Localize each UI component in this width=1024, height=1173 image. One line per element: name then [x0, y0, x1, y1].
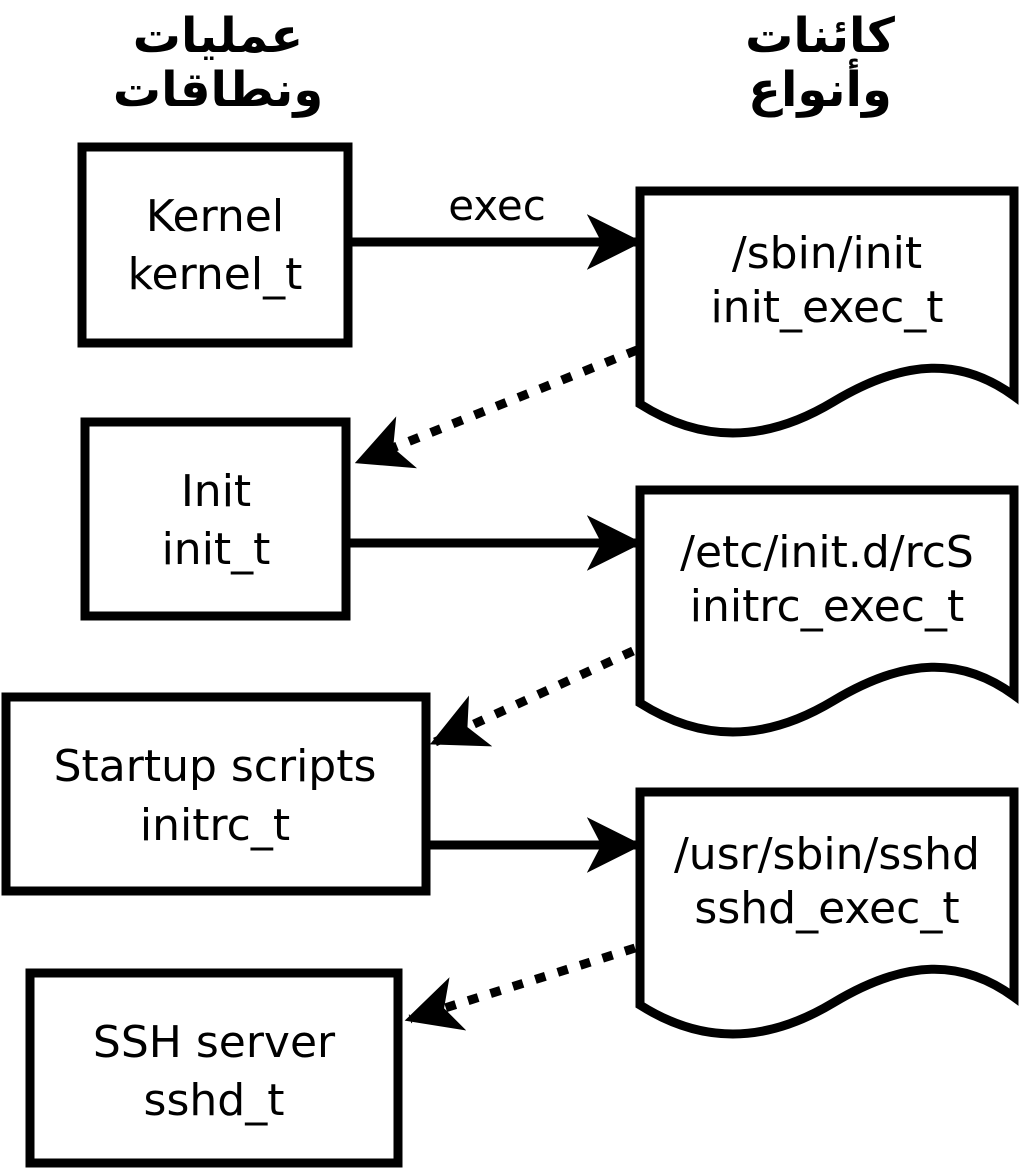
init-domain-label: init_t [161, 524, 271, 575]
ssh-server-process-label: SSH server [92, 1017, 336, 1068]
kernel-process-box [82, 147, 348, 343]
rcs-path-label: /etc/init.d/rcS [680, 527, 974, 578]
sbin-init-type-label: init_exec_t [710, 282, 944, 333]
ssh-server-domain-label: sshd_t [143, 1075, 285, 1126]
sshd-type-label: sshd_exec_t [694, 883, 960, 934]
transition-arrow-rcs-to-startup-scripts [435, 651, 633, 742]
ssh-server-process-box [30, 973, 398, 1163]
startup-scripts-process-label: Startup scripts [53, 741, 377, 792]
startup-scripts-domain-label: initrc_t [139, 800, 291, 851]
init-process-box [85, 422, 346, 616]
sshd-path-label: /usr/sbin/sshd [673, 829, 981, 880]
right-column-header-line2: وأنواع [748, 62, 892, 118]
startup-scripts-process-box [6, 697, 426, 891]
left-column-header-line2: ونطاقات [112, 62, 324, 118]
kernel-domain-label: kernel_t [127, 249, 303, 300]
left-column-header-line1: عمليات [132, 8, 304, 64]
exec-arrow-label: exec [448, 181, 546, 230]
right-column-header-line1: كائنات [745, 8, 895, 64]
transition-arrow-sshd-to-ssh-server [410, 948, 635, 1019]
kernel-process-label: Kernel [145, 191, 285, 242]
transition-arrow-sbin-init-to-init [360, 350, 637, 461]
init-process-label: Init [180, 466, 252, 517]
rcs-type-label: initrc_exec_t [689, 581, 965, 632]
sbin-init-path-label: /sbin/init [731, 228, 923, 279]
